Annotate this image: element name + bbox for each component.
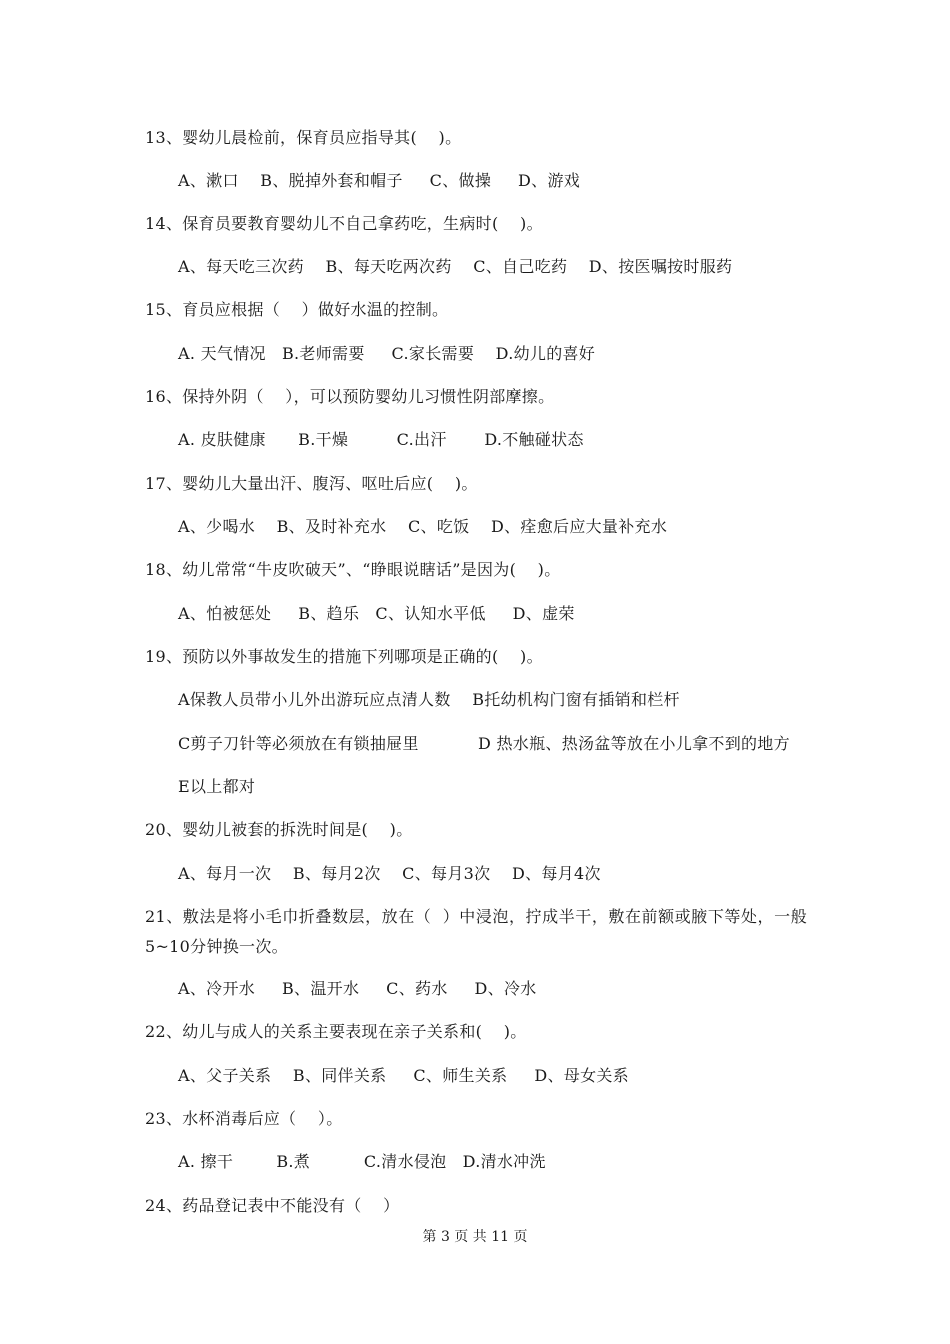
question-19-option-ab: A保教人员带小儿外出游玩应点清人数 B托幼机构门窗有插销和栏杆 [178,690,680,709]
question-17-options: A、少喝水 B、及时补充水 C、吃饭 D、痊愈后应大量补充水 [178,517,668,536]
question-23-options: A. 擦干 B.煮 C.清水侵泡 D.清水冲洗 [178,1152,546,1171]
question-18-options: A、怕被惩处 B、趋乐 C、认知水平低 D、虚荣 [178,604,575,623]
question-13-stem: 13、婴幼儿晨检前，保育员应指导其( )。 [145,128,462,147]
question-16-stem: 16、保持外阴（ ），可以预防婴幼儿习惯性阴部摩擦。 [145,387,555,406]
question-21-options: A、冷开水 B、温开水 C、药水 D、冷水 [178,979,537,998]
question-15-options: A. 天气情况 B.老师需要 C.家长需要 D.幼儿的喜好 [178,344,596,363]
question-19-option-cd: C剪子刀针等必须放在有锁抽屉里 D 热水瓶、热汤盆等放在小儿拿不到的地方 [178,734,790,753]
question-15-stem: 15、育员应根据（ ）做好水温的控制。 [145,300,449,319]
page-footer: 第 3 页 共 11 页 [422,1229,528,1245]
question-21-stem: 21、敷法是将小毛巾折叠数层，放在（ ）中浸泡，拧成半干，敷在前额或腋下等处，一般5~10分钟换一次。 [145,907,807,956]
question-23-stem: 23、水杯消毒后应（ ）。 [145,1109,343,1128]
question-22-stem: 22、幼儿与成人的关系主要表现在亲子关系和( )。 [145,1022,527,1041]
question-14-stem: 14、保育员要教育婴幼儿不自己拿药吃，生病时( )。 [145,214,543,233]
question-20-options: A、每月一次 B、每月2次 C、每月3次 D、每月4次 [178,864,601,883]
question-17-stem: 17、婴幼儿大量出汗、腹泻、呕吐后应( )。 [145,474,478,493]
question-22-options: A、父子关系 B、同伴关系 C、师生关系 D、母女关系 [178,1066,629,1085]
question-14-options: A、每天吃三次药 B、每天吃两次药 C、自己吃药 D、按医嘱按时服药 [178,257,733,276]
question-20-stem: 20、婴幼儿被套的拆洗时间是( )。 [145,820,413,839]
question-19-option-e: E以上都对 [178,777,256,796]
question-16-options: A. 皮肤健康 B.干燥 C.出汗 D.不触碰状态 [178,430,584,449]
question-19-stem: 19、预防以外事故发生的措施下列哪项是正确的( )。 [145,647,543,666]
question-24-stem: 24、药品登记表中不能没有（ ） [145,1196,400,1215]
question-13-options: A、漱口 B、脱掉外套和帽子 C、做操 D、游戏 [178,171,581,190]
question-18-stem: 18、幼儿常常“牛皮吹破天”、“睁眼说瞎话”是因为( )。 [145,560,561,579]
